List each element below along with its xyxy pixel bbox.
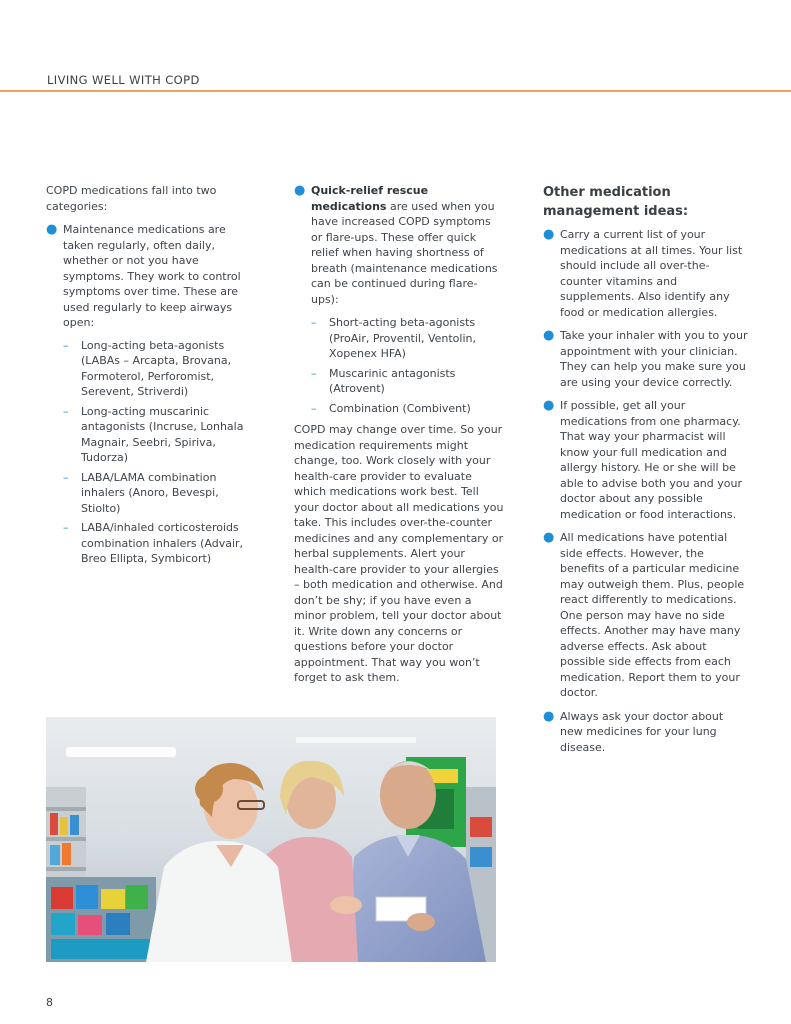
maintenance-sublist bbox=[63, 338, 256, 567]
management-ideas-list bbox=[543, 227, 748, 755]
column-3 bbox=[543, 183, 748, 763]
quick-relief-sublist bbox=[311, 315, 504, 416]
maintenance-text: Maintenance medications are taken regularly, often daily, whether or not you have symptoms. They work to control symptoms over time. These are used regularly to keep airways open: bbox=[63, 223, 241, 329]
bullet-icon: ● bbox=[543, 530, 555, 545]
copd-change-paragraph: COPD may change over time. So your medication requirements might change, too. Work closely with your health-care provider to evaluate which medications work best. Tell your doctor about all medications you take. This includes over-the-counter medicines and any complementary or herbal supplements. Alert your health-care provider to your allergies – both medication and otherwise. And don’t be shy; if you have even a minor problem, tell your doctor about it. Write down any concerns or questions before your doctor appointment. That way you won’t forget to ask them. bbox=[294, 423, 504, 684]
list-item-text: Long-acting beta-agonists (LABAs – Arcapta, Brovana, Formoterol, Perforomist, Serevent, Striverdi) bbox=[81, 338, 232, 398]
list-item-text: Combination (Combivent) bbox=[329, 401, 471, 415]
list-item bbox=[63, 404, 256, 466]
list-item bbox=[543, 398, 748, 522]
list-item bbox=[311, 401, 504, 417]
list-item bbox=[63, 470, 256, 517]
bullet-icon: ● bbox=[543, 328, 555, 343]
quick-relief-heading: Quick-relief rescue medications bbox=[311, 184, 429, 213]
dash-icon: – bbox=[63, 404, 69, 418]
pharmacy-photo bbox=[46, 717, 496, 962]
list-item-text: Carry a current list of your medications at all times. Your list should include all over-the-counter vitamins and supplements. Also identify any food or medication allergies. bbox=[560, 228, 743, 319]
quick-relief-list bbox=[294, 183, 504, 307]
dash-icon: – bbox=[311, 401, 317, 415]
list-item-text: LABA/LAMA combination inhalers (Anoro, Bevespi, Stiolto) bbox=[81, 470, 219, 515]
running-header: LIVING WELL WITH COPD bbox=[47, 73, 200, 87]
header-divider bbox=[0, 90, 791, 92]
bullet-icon: ● bbox=[543, 398, 555, 413]
list-item bbox=[543, 709, 748, 756]
list-item-text: Muscarinic antagonists (Atrovent) bbox=[329, 366, 456, 395]
list-item-text: LABA/inhaled corticosteroids combination inhalers (Advair, Breo Ellipta, Symbicort) bbox=[81, 521, 244, 565]
list-item-text: If possible, get all your medications from one pharmacy. That way your pharmacist will know your full medication and allergy history. He or she will be able to advise both you and your doctor about any possible medication or food interactions. bbox=[560, 399, 742, 521]
list-item bbox=[46, 222, 256, 567]
bullet-icon: ● bbox=[46, 222, 58, 237]
page-number: 8 bbox=[46, 996, 53, 1009]
dash-icon: – bbox=[63, 470, 69, 484]
bullet-icon: ● bbox=[543, 227, 555, 242]
column-2 bbox=[294, 183, 504, 686]
bullet-icon: ● bbox=[294, 183, 306, 198]
list-item-text: Always ask your doctor about new medicines for your lung disease. bbox=[560, 709, 724, 754]
dash-icon: – bbox=[311, 366, 317, 380]
dash-icon: – bbox=[311, 316, 317, 329]
list-item bbox=[543, 530, 748, 701]
dash-icon: – bbox=[63, 521, 69, 534]
list-item-text: All medications have potential side effects. However, the benefits of a particular medicine may outweigh them. Plus, people react differently to medications. One person may have no side effects. Another may have many adverse effects. Ask about possible side effects from each medication. Report them to your doctor. bbox=[560, 531, 745, 699]
list-item bbox=[294, 183, 504, 307]
list-item-text: Take your inhaler with you to your appointment with your clinician. They can help you make sure you are using your device correctly. bbox=[560, 329, 748, 389]
quick-relief-text: are used when you have increased COPD symptoms or flare-ups. These offer quick relief when having shortness of breath (maintenance medications can be continued during flare-ups): bbox=[311, 199, 498, 306]
bullet-icon: ● bbox=[543, 708, 555, 724]
list-item bbox=[311, 315, 504, 362]
sidebar-heading: Other medication management ideas: bbox=[543, 185, 689, 219]
pharmacy-scene-illustration bbox=[46, 717, 496, 962]
column-1 bbox=[46, 183, 256, 575]
dash-icon: – bbox=[63, 338, 69, 352]
list-item bbox=[311, 366, 504, 397]
list-item-text: Long-acting muscarinic antagonists (Incruse, Lonhala Magnair, Seebri, Spiriva, Tudorza) bbox=[81, 404, 244, 464]
list-item bbox=[63, 338, 256, 400]
intro-paragraph: COPD medications fall into two categories: bbox=[46, 184, 217, 213]
list-item-text: Short-acting beta-agonists (ProAir, Proventil, Ventolin, Xopenex HFA) bbox=[329, 316, 476, 360]
list-item bbox=[543, 328, 748, 390]
list-item bbox=[63, 520, 256, 567]
maintenance-list bbox=[46, 222, 256, 567]
list-item bbox=[543, 227, 748, 320]
